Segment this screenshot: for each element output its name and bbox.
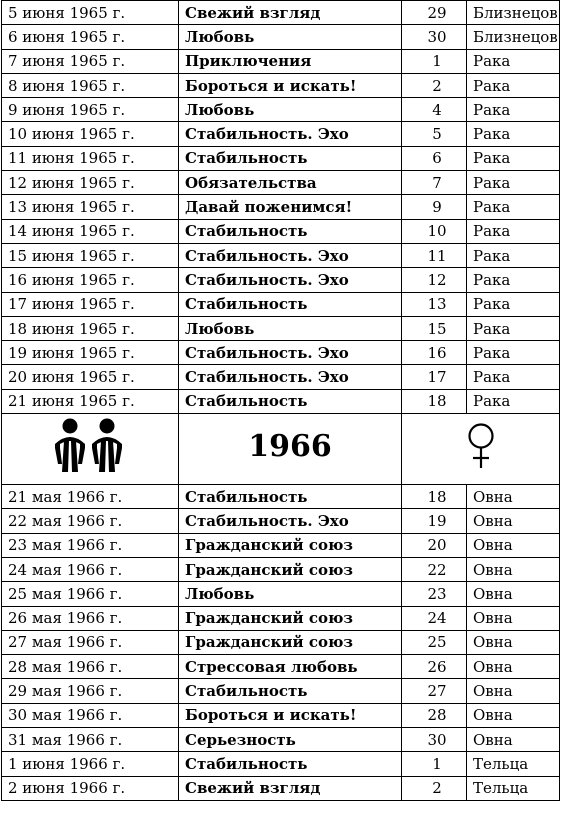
number-cell: 12 <box>402 268 467 292</box>
theme-cell: Свежий взгляд <box>179 776 402 800</box>
date-cell: 1 июня 1966 г. <box>2 752 179 776</box>
date-cell: 16 июня 1965 г. <box>2 268 179 292</box>
date-cell: 28 мая 1966 г. <box>2 655 179 679</box>
date-cell: 22 мая 1966 г. <box>2 509 179 533</box>
sign-cell: Рака <box>467 49 560 73</box>
theme-cell: Стабильность. Эхо <box>179 341 402 365</box>
sign-cell: Тельца <box>467 752 560 776</box>
table-row <box>2 98 560 122</box>
venus-icon-cell <box>402 414 560 485</box>
year-cell <box>179 414 402 485</box>
theme-cell: Стабильность <box>179 146 402 170</box>
year-divider-section <box>2 414 560 485</box>
theme-cell: Стабильность <box>179 752 402 776</box>
sign-cell: Овна <box>467 630 560 654</box>
sign-cell: Близнецов <box>467 25 560 49</box>
table-row <box>2 49 560 73</box>
sign-cell: Овна <box>467 606 560 630</box>
venus-symbol-icon <box>461 420 501 478</box>
year-label: 1966 <box>248 429 332 465</box>
table-row <box>2 703 560 727</box>
number-cell: 4 <box>402 98 467 122</box>
number-cell: 23 <box>402 582 467 606</box>
table-row <box>2 485 560 509</box>
number-cell: 6 <box>402 146 467 170</box>
theme-cell: Гражданский союз <box>179 557 402 581</box>
table-row <box>2 365 560 389</box>
sign-cell: Близнецов <box>467 1 560 25</box>
date-cell: 2 июня 1966 г. <box>2 776 179 800</box>
sign-cell: Рака <box>467 316 560 340</box>
theme-cell: Стабильность <box>179 292 402 316</box>
date-cell: 30 мая 1966 г. <box>2 703 179 727</box>
sign-cell: Рака <box>467 389 560 413</box>
sign-cell: Рака <box>467 146 560 170</box>
theme-cell: Стабильность. Эхо <box>179 509 402 533</box>
date-cell: 23 мая 1966 г. <box>2 533 179 557</box>
date-cell: 11 июня 1965 г. <box>2 146 179 170</box>
date-cell: 25 мая 1966 г. <box>2 582 179 606</box>
theme-cell: Стабильность. Эхо <box>179 122 402 146</box>
table-row <box>2 582 560 606</box>
sign-cell: Рака <box>467 73 560 97</box>
sign-cell: Рака <box>467 365 560 389</box>
table-row <box>2 557 560 581</box>
date-cell: 12 июня 1965 г. <box>2 171 179 195</box>
sign-cell: Тельца <box>467 776 560 800</box>
sign-cell: Рака <box>467 292 560 316</box>
theme-cell: Любовь <box>179 25 402 49</box>
number-cell: 5 <box>402 122 467 146</box>
number-cell: 17 <box>402 365 467 389</box>
theme-cell: Гражданский союз <box>179 606 402 630</box>
date-cell: 6 июня 1965 г. <box>2 25 179 49</box>
section-1966 <box>2 485 560 801</box>
table-row <box>2 316 560 340</box>
date-cell: 29 мая 1966 г. <box>2 679 179 703</box>
number-cell: 15 <box>402 316 467 340</box>
table-row <box>2 243 560 267</box>
sign-cell: Рака <box>467 341 560 365</box>
date-cell: 10 июня 1965 г. <box>2 122 179 146</box>
number-cell: 30 <box>402 25 467 49</box>
date-cell: 21 мая 1966 г. <box>2 485 179 509</box>
table-row <box>2 219 560 243</box>
theme-cell: Любовь <box>179 98 402 122</box>
date-cell: 20 июня 1965 г. <box>2 365 179 389</box>
sign-cell: Рака <box>467 171 560 195</box>
date-cell: 19 июня 1965 г. <box>2 341 179 365</box>
table-row <box>2 146 560 170</box>
couple-icon-cell <box>2 414 179 485</box>
theme-cell: Бороться и искать! <box>179 703 402 727</box>
table-row <box>2 389 560 413</box>
number-cell: 30 <box>402 728 467 752</box>
number-cell: 2 <box>402 776 467 800</box>
date-cell: 27 мая 1966 г. <box>2 630 179 654</box>
number-cell: 24 <box>402 606 467 630</box>
table-row <box>2 1 560 25</box>
date-cell: 14 июня 1965 г. <box>2 219 179 243</box>
date-cell: 24 мая 1966 г. <box>2 557 179 581</box>
date-cell: 5 июня 1965 г. <box>2 1 179 25</box>
table-row <box>2 533 560 557</box>
theme-cell: Бороться и искать! <box>179 73 402 97</box>
theme-cell: Любовь <box>179 316 402 340</box>
theme-cell: Гражданский союз <box>179 630 402 654</box>
date-cell: 18 июня 1965 г. <box>2 316 179 340</box>
table-row <box>2 73 560 97</box>
date-cell: 13 июня 1965 г. <box>2 195 179 219</box>
date-cell: 21 июня 1965 г. <box>2 389 179 413</box>
table-row <box>2 630 560 654</box>
date-cell: 7 июня 1965 г. <box>2 49 179 73</box>
number-cell: 19 <box>402 509 467 533</box>
number-cell: 22 <box>402 557 467 581</box>
table-row <box>2 655 560 679</box>
sign-cell: Овна <box>467 679 560 703</box>
date-cell: 9 июня 1965 г. <box>2 98 179 122</box>
table-row <box>2 292 560 316</box>
sign-cell: Овна <box>467 655 560 679</box>
table-row <box>2 752 560 776</box>
number-cell: 13 <box>402 292 467 316</box>
table-row <box>2 268 560 292</box>
number-cell: 26 <box>402 655 467 679</box>
date-cell: 17 июня 1965 г. <box>2 292 179 316</box>
calendar-table <box>1 0 560 801</box>
number-cell: 11 <box>402 243 467 267</box>
couple-icon <box>51 417 129 481</box>
theme-cell: Давай поженимся! <box>179 195 402 219</box>
table-row <box>2 25 560 49</box>
number-cell: 27 <box>402 679 467 703</box>
theme-cell: Стабильность <box>179 679 402 703</box>
number-cell: 25 <box>402 630 467 654</box>
theme-cell: Любовь <box>179 582 402 606</box>
sign-cell: Рака <box>467 219 560 243</box>
number-cell: 1 <box>402 752 467 776</box>
table-row <box>2 122 560 146</box>
number-cell: 28 <box>402 703 467 727</box>
sign-cell: Рака <box>467 98 560 122</box>
theme-cell: Стрессовая любовь <box>179 655 402 679</box>
theme-cell: Стабильность. Эхо <box>179 268 402 292</box>
sign-cell: Овна <box>467 703 560 727</box>
table-row <box>2 341 560 365</box>
theme-cell: Приключения <box>179 49 402 73</box>
sign-cell: Овна <box>467 509 560 533</box>
theme-cell: Стабильность <box>179 219 402 243</box>
date-cell: 31 мая 1966 г. <box>2 728 179 752</box>
table-row <box>2 606 560 630</box>
table-row <box>2 509 560 533</box>
number-cell: 1 <box>402 49 467 73</box>
number-cell: 10 <box>402 219 467 243</box>
table-row <box>2 728 560 752</box>
theme-cell: Обязательства <box>179 171 402 195</box>
sign-cell: Овна <box>467 485 560 509</box>
sign-cell: Овна <box>467 557 560 581</box>
number-cell: 9 <box>402 195 467 219</box>
sign-cell: Овна <box>467 582 560 606</box>
sign-cell: Рака <box>467 243 560 267</box>
date-cell: 15 июня 1965 г. <box>2 243 179 267</box>
section-1965 <box>2 1 560 414</box>
theme-cell: Стабильность <box>179 389 402 413</box>
year-divider-row <box>2 414 560 485</box>
number-cell: 18 <box>402 389 467 413</box>
table-row <box>2 171 560 195</box>
number-cell: 20 <box>402 533 467 557</box>
table-row <box>2 679 560 703</box>
theme-cell: Стабильность. Эхо <box>179 243 402 267</box>
table-row <box>2 195 560 219</box>
sign-cell: Овна <box>467 533 560 557</box>
number-cell: 2 <box>402 73 467 97</box>
sign-cell: Овна <box>467 728 560 752</box>
number-cell: 29 <box>402 1 467 25</box>
theme-cell: Серьезность <box>179 728 402 752</box>
number-cell: 7 <box>402 171 467 195</box>
theme-cell: Стабильность <box>179 485 402 509</box>
sign-cell: Рака <box>467 122 560 146</box>
number-cell: 18 <box>402 485 467 509</box>
table-row <box>2 776 560 800</box>
sign-cell: Рака <box>467 195 560 219</box>
number-cell: 16 <box>402 341 467 365</box>
date-cell: 26 мая 1966 г. <box>2 606 179 630</box>
date-cell: 8 июня 1965 г. <box>2 73 179 97</box>
sign-cell: Рака <box>467 268 560 292</box>
theme-cell: Стабильность. Эхо <box>179 365 402 389</box>
theme-cell: Свежий взгляд <box>179 1 402 25</box>
theme-cell: Гражданский союз <box>179 533 402 557</box>
